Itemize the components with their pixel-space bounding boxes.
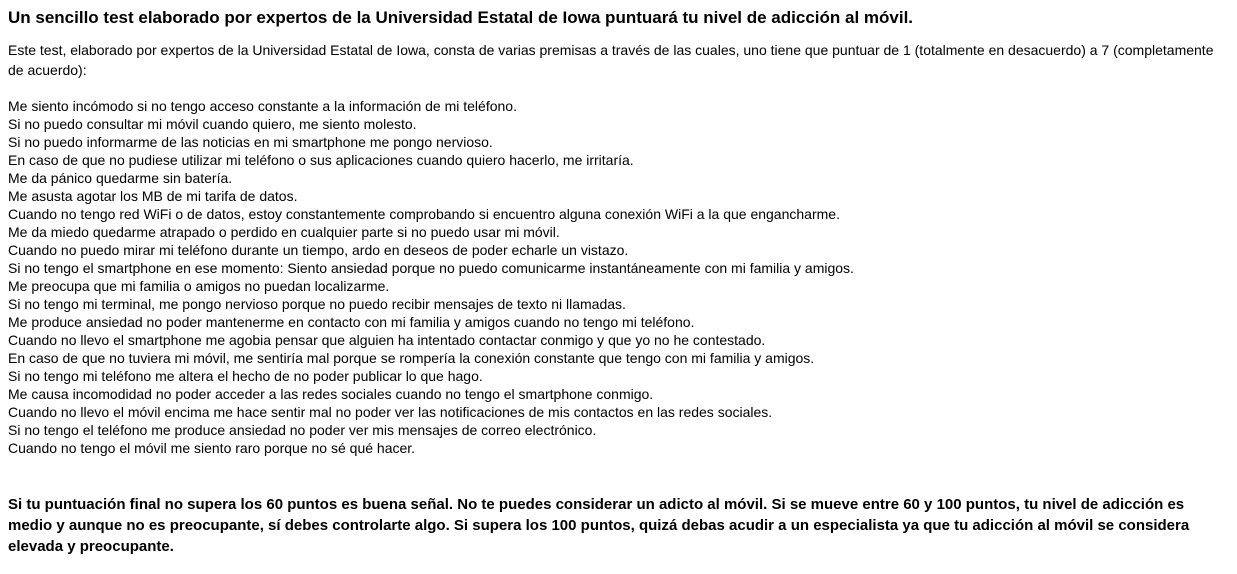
- statement-line: Si no tengo mi terminal, me pongo nervioso porque no puedo recibir mensajes de texto ni llamadas.: [8, 296, 626, 312]
- statement-line: Me preocupa que mi familia o amigos no puedan localizarme.: [8, 278, 390, 294]
- statement-line: Si no tengo el teléfono me produce ansiedad no poder ver mis mensajes de correo electrónico.: [8, 422, 597, 438]
- statement-line: Si no puedo informarme de las noticias en mi smartphone me pongo nervioso.: [8, 134, 493, 150]
- intro-paragraph: Este test, elaborado por expertos de la Universidad Estatal de Iowa, consta de varias premisas a través de las cuales, uno tiene que puntuar de 1 (totalmente en desacuerdo) a 7 (completamente de acuerdo):: [8, 42, 1214, 78]
- statement-line: Cuando no puedo mirar mi teléfono durante un tiempo, ardo en deseos de poder echarle un vistazo.: [8, 242, 629, 258]
- statement-line: Si no puedo consultar mi móvil cuando quiero, me siento molesto.: [8, 116, 417, 132]
- statement-line: Me siento incómodo si no tengo acceso constante a la información de mi teléfono.: [8, 98, 517, 114]
- statement-line: Me produce ansiedad no poder mantenerme en contacto con mi familia y amigos cuando no tengo mi teléfono.: [8, 314, 695, 330]
- statement-line: Si no tengo el smartphone en ese momento: Siento ansiedad porque no puedo comunicarme instantáneamente con mi familia y amigos.: [8, 260, 854, 276]
- statement-line: Me da miedo quedarme atrapado o perdido en cualquier parte si no puedo usar mi móvil.: [8, 224, 560, 240]
- statement-line: Cuando no tengo el móvil me siento raro porque no sé qué hacer.: [8, 440, 416, 456]
- statement-line: Me da pánico quedarme sin batería.: [8, 170, 233, 186]
- statement-line: Cuando no llevo el smartphone me agobia pensar que alguien ha intentado contactar conmigo y que yo no he contestado.: [8, 332, 766, 348]
- statement-line: En caso de que no tuviera mi móvil, me sentiría mal porque se rompería la conexión constante que tengo con mi familia y amigos.: [8, 350, 815, 366]
- statement-line: Cuando no llevo el móvil encima me hace sentir mal no poder ver las notificaciones de mis contactos en las redes sociales.: [8, 404, 773, 420]
- statements-list: [8, 97, 1227, 457]
- statement-line: Me causa incomodidad no poder acceder a las redes sociales cuando no tengo el smartphone conmigo.: [8, 386, 654, 402]
- statement-line: En caso de que no pudiese utilizar mi teléfono o sus aplicaciones cuando quiero hacerlo, me irritaría.: [8, 152, 634, 168]
- article-title: Un sencillo test elaborado por expertos de la Universidad Estatal de Iowa puntuará tu nivel de adicción al móvil.: [8, 8, 914, 27]
- conclusion-paragraph: Si tu puntuación final no supera los 60 puntos es buena señal. No te puedes considerar un adicto al móvil. Si se mueve entre 60 y 100 puntos, tu nivel de adicción es medio y aunque no es preocupante, sí debes controlarte algo. Si supera los 100 puntos, quizá debas acudir a un especialista ya que tu adicción al móvil se considera elevada y preocupante.: [8, 496, 1190, 555]
- statement-line: Cuando no tengo red WiFi o de datos, estoy constantemente comprobando si encuentro alguna conexión WiFi a la que engancharme.: [8, 206, 840, 222]
- statement-line: Si no tengo mi teléfono me altera el hecho de no poder publicar lo que hago.: [8, 368, 483, 384]
- statement-line: Me asusta agotar los MB de mi tarifa de datos.: [8, 188, 298, 204]
